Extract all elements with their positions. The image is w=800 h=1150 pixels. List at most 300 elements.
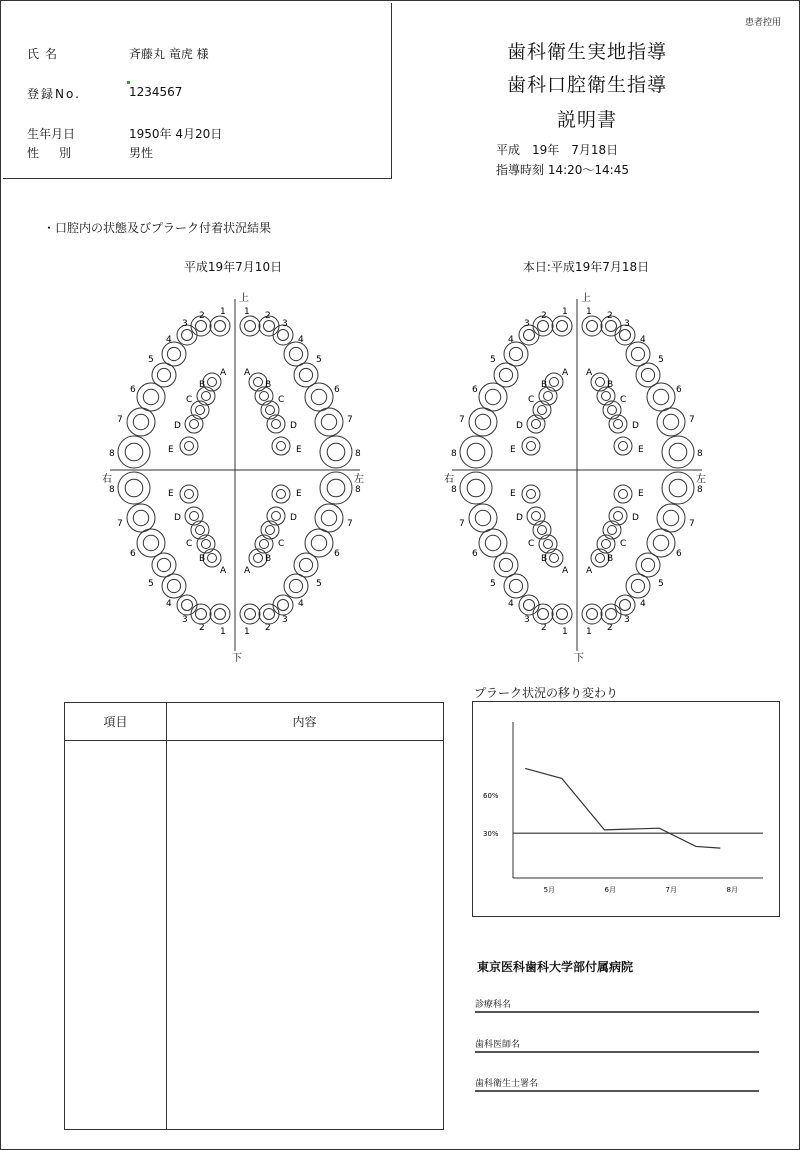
primary-tooth-label: E [168,445,174,455]
dental-diagram [444,291,706,664]
tooth-inner [167,579,180,592]
tooth-outer [315,504,343,532]
primary-tooth-inner [202,392,211,401]
primary-tooth-inner [538,526,547,535]
tooth-inner [321,510,336,525]
tooth-number: 6 [472,385,478,395]
tooth-inner [557,609,568,620]
tooth-outer [662,472,694,504]
primary-tooth-label: A [562,368,569,378]
registration-number: 1234567 [129,85,183,99]
tooth-outer [320,436,352,468]
primary-tooth-label: A [586,566,593,576]
primary-tooth-label: D [516,513,523,523]
tooth-inner [606,609,617,620]
tooth-number: 8 [109,485,115,495]
tooth-outer [460,472,492,504]
tooth-number: 4 [298,599,304,609]
department-line [475,997,759,1013]
primary-tooth-inner [538,406,547,415]
primary-tooth-label: D [632,513,639,523]
primary-tooth-label: E [510,445,516,455]
tooth-number: 2 [199,623,205,633]
tooth-number: 2 [265,623,271,633]
primary-tooth-outer [185,507,203,525]
tooth-inner [620,600,631,611]
tooth-number: 1 [220,307,226,317]
tooth-number: 3 [182,615,188,625]
primary-tooth-label: B [199,380,206,390]
tooth-number: 3 [624,319,630,329]
tooth-inner [289,347,302,360]
tooth-number: 6 [472,549,478,559]
primary-tooth-inner [527,490,536,499]
primary-tooth-label: B [199,554,206,564]
primary-tooth-inner [532,512,541,521]
primary-tooth-inner [277,490,286,499]
hygienist-line [475,1076,759,1092]
tooth-inner [182,330,193,341]
primary-tooth-outer [267,415,285,433]
primary-tooth-outer [522,437,540,455]
tooth-outer [601,604,621,624]
primary-tooth-inner [544,540,553,549]
tooth-inner [524,330,535,341]
label-down: 下 [232,653,242,664]
primary-tooth-inner [196,406,205,415]
tooth-outer [210,604,230,624]
tooth-number: 3 [282,319,288,329]
primary-tooth-inner [254,378,263,387]
label-up: 上 [581,293,591,304]
primary-tooth-label: C [278,539,285,549]
tooth-outer [469,504,497,532]
tooth-outer [284,574,308,598]
tooth-inner [157,368,170,381]
department-label: 診療科名 [475,1000,512,1010]
plaque-chart [473,702,779,916]
tooth-outer [127,408,155,436]
tooth-number: 7 [347,519,353,529]
tooth-number: 6 [334,549,340,559]
tooth-number: 3 [182,319,188,329]
tooth-inner [215,321,226,332]
sex-value: 男性 [129,146,154,160]
birth-date: 1950年 4月20日 [129,127,223,141]
primary-tooth-outer [614,437,632,455]
primary-tooth-outer [261,521,279,539]
corner-label: 患者控用 [744,18,781,28]
tooth-number: 4 [298,335,304,345]
tooth-inner [485,389,500,404]
label-left-side: 左 [696,474,706,485]
tooth-inner [663,414,678,429]
tooth-outer [284,342,308,366]
label-down: 下 [574,653,584,664]
tooth-number: 3 [282,615,288,625]
tooth-inner [311,389,326,404]
patient-name: 斉藤丸 竜虎 様 [129,47,209,61]
primary-tooth-inner [544,392,553,401]
primary-tooth-label: C [620,395,627,405]
primary-tooth-outer [191,521,209,539]
tooth-number: 2 [607,623,613,633]
label-up: 上 [239,293,249,304]
tooth-number: 3 [624,615,630,625]
tooth-number: 8 [109,449,115,459]
tooth-number: 4 [166,599,172,609]
tooth-inner [641,558,654,571]
tooth-inner [125,479,143,497]
tooth-inner [669,443,687,461]
primary-tooth-outer [272,485,290,503]
primary-tooth-outer [272,437,290,455]
tooth-outer [118,472,150,504]
primary-tooth-label: B [265,554,272,564]
tooth-number: 4 [508,599,514,609]
tooth-inner [557,321,568,332]
tooth-number: 2 [541,623,547,633]
plaque-series-line [525,768,720,848]
tooth-outer [177,595,197,615]
primary-tooth-inner [190,420,199,429]
tooth-inner [327,479,345,497]
x-tick-label: 5月 [543,886,556,894]
tooth-inner [196,321,207,332]
tooth-inner [289,579,302,592]
tooth-inner [631,347,644,360]
tooth-number: 2 [265,311,271,321]
tooth-outer [647,383,675,411]
guidance-time: 指導時刻 14:20～14:45 [496,163,629,177]
label-right-side: 右 [102,474,112,485]
tooth-outer [259,604,279,624]
tooth-outer [210,316,230,336]
primary-tooth-label: D [290,513,297,523]
tooth-number: 4 [640,335,646,345]
tooth-number: 6 [130,385,136,395]
title-line-3: 説明書 [556,109,617,131]
header-divider [65,740,443,741]
notes-table [64,702,444,1130]
tooth-number: 1 [220,627,226,637]
tooth-inner [475,414,490,429]
tooth-outer [273,595,293,615]
primary-tooth-outer [197,535,215,553]
primary-tooth-inner [550,378,559,387]
label-left-side: 左 [354,474,364,485]
tooth-number: 7 [117,519,123,529]
primary-tooth-inner [277,442,286,451]
tooth-number: 8 [451,449,457,459]
primary-tooth-inner [185,490,194,499]
primary-tooth-outer [527,507,545,525]
tooth-outer [615,595,635,615]
primary-tooth-inner [608,406,617,415]
primary-tooth-outer [614,485,632,503]
primary-tooth-label: A [244,566,251,576]
primary-tooth-outer [527,415,545,433]
primary-tooth-label: B [607,554,614,564]
tooth-inner [467,479,485,497]
tooth-outer [320,472,352,504]
title-line-1: 歯科衛生実地指導 [506,41,667,63]
tooth-inner [653,535,668,550]
tooth-outer [305,529,333,557]
tooth-outer [647,529,675,557]
chart-title: プラーク状況の移り変わり [474,686,619,700]
title-line-2: 歯科口腔衛生指導 [506,74,667,96]
tooth-number: 2 [607,311,613,321]
column-divider [166,703,167,1129]
primary-tooth-inner [202,540,211,549]
registration-label: 登録No. [27,87,81,101]
tooth-inner [509,347,522,360]
tooth-inner [467,443,485,461]
tooth-inner [299,368,312,381]
tooth-outer [582,604,602,624]
tooth-number: 1 [562,627,568,637]
tooth-outer [552,316,572,336]
primary-tooth-label: E [638,445,644,455]
primary-tooth-inner [260,540,269,549]
tooth-inner [133,414,148,429]
tooth-inner [196,609,207,620]
tooth-inner [475,510,490,525]
tooth-number: 5 [148,579,154,589]
tooth-number: 3 [524,615,530,625]
x-tick-label: 8月 [726,886,738,894]
primary-tooth-outer [203,549,221,567]
tooth-inner [499,368,512,381]
tooth-number: 6 [334,385,340,395]
tooth-inner [641,368,654,381]
birth-label: 生年月日 [27,127,76,141]
primary-tooth-outer [203,373,221,391]
primary-tooth-label: D [516,421,523,431]
tooth-outer [479,383,507,411]
primary-tooth-inner [596,554,605,563]
tooth-outer [582,316,602,336]
tooth-inner [485,535,500,550]
primary-tooth-outer [185,415,203,433]
tooth-inner [245,609,256,620]
tooth-number: 5 [658,355,664,365]
tooth-inner [669,479,687,497]
tooth-outer [305,383,333,411]
dentist-line [475,1037,759,1053]
tooth-number: 1 [244,627,250,637]
tooth-number: 5 [490,355,496,365]
tooth-number: 8 [451,485,457,495]
column-header-content: 内容 [292,715,317,729]
tooth-outer [240,316,260,336]
primary-tooth-label: B [607,380,614,390]
tooth-outer [504,342,528,366]
primary-tooth-label: E [638,489,644,499]
tooth-outer [479,529,507,557]
primary-tooth-inner [619,490,628,499]
dental-diagram [102,291,364,664]
tooth-inner [653,389,668,404]
tooth-number: 1 [244,307,250,317]
tooth-inner [606,321,617,332]
primary-tooth-outer [533,401,551,419]
tooth-inner [499,558,512,571]
primary-tooth-outer [603,521,621,539]
tooth-outer [118,436,150,468]
tooth-inner [245,321,256,332]
primary-tooth-outer [191,401,209,419]
tooth-number: 5 [148,355,154,365]
tooth-number: 2 [199,311,205,321]
y-tick-label: 30% [483,830,499,839]
left-diagram-title: 平成19年7月10日 [183,260,283,274]
hygienist-label: 歯科衛生士署名 [475,1079,539,1089]
primary-tooth-label: E [296,445,302,455]
tooth-number: 1 [586,307,592,317]
primary-tooth-inner [254,554,263,563]
primary-tooth-inner [272,512,281,521]
tooth-outer [162,574,186,598]
tooth-outer [191,604,211,624]
tooth-inner [321,414,336,429]
sex-label: 性別 [27,146,92,160]
primary-tooth-inner [608,526,617,535]
x-tick-label: 7月 [665,886,678,894]
primary-tooth-label: D [290,421,297,431]
tooth-number: 7 [689,519,695,529]
tooth-inner [278,600,289,611]
tooth-number: 5 [316,579,322,589]
guidance-date: 平成 19年 7月18日 [496,143,619,157]
primary-tooth-inner [208,378,217,387]
tooth-outer [127,504,155,532]
primary-tooth-inner [266,406,275,415]
label-right-side: 右 [444,474,454,485]
tooth-number: 7 [117,415,123,425]
primary-tooth-outer [597,535,615,553]
tooth-inner [299,558,312,571]
primary-tooth-outer [603,401,621,419]
primary-tooth-inner [532,420,541,429]
primary-tooth-outer [261,401,279,419]
tooth-number: 8 [355,449,361,459]
primary-tooth-label: B [541,554,548,564]
tooth-inner [587,321,598,332]
tooth-number: 6 [676,549,682,559]
tooth-inner [182,600,193,611]
primary-tooth-outer [539,535,557,553]
primary-tooth-label: A [244,368,251,378]
primary-tooth-outer [609,415,627,433]
primary-tooth-outer [545,549,563,567]
primary-tooth-inner [550,554,559,563]
dentist-label: 歯科医師名 [475,1040,521,1050]
tooth-outer [533,604,553,624]
tooth-inner [157,558,170,571]
tooth-inner [587,609,598,620]
primary-tooth-inner [208,554,217,563]
primary-tooth-outer [255,535,273,553]
primary-tooth-label: C [528,539,535,549]
tooth-outer [626,342,650,366]
tooth-outer [657,408,685,436]
primary-tooth-outer [522,485,540,503]
primary-tooth-label: D [174,513,181,523]
tooth-inner [167,347,180,360]
primary-tooth-outer [609,507,627,525]
tooth-inner [215,609,226,620]
primary-tooth-label: C [278,395,285,405]
tooth-number: 7 [689,415,695,425]
tooth-number: 8 [697,485,703,495]
primary-tooth-label: E [296,489,302,499]
primary-tooth-label: C [186,395,193,405]
primary-tooth-label: A [220,368,227,378]
x-tick-label: 6月 [604,886,617,894]
primary-tooth-label: B [541,380,548,390]
primary-tooth-label: C [186,539,193,549]
tooth-inner [264,609,275,620]
primary-tooth-inner [266,526,275,535]
tooth-inner [631,579,644,592]
tooth-inner [264,321,275,332]
tooth-outer [552,604,572,624]
primary-tooth-outer [545,373,563,391]
primary-tooth-label: A [586,368,593,378]
primary-tooth-label: C [528,395,535,405]
tooth-inner [524,600,535,611]
primary-tooth-inner [614,512,623,521]
tooth-outer [315,408,343,436]
tooth-inner [133,510,148,525]
primary-tooth-label: A [562,566,569,576]
tooth-outer [626,574,650,598]
tooth-number: 6 [130,549,136,559]
primary-tooth-inner [190,512,199,521]
tooth-outer [240,604,260,624]
primary-tooth-inner [614,420,623,429]
tooth-number: 7 [459,415,465,425]
tooth-outer [460,436,492,468]
column-header-item: 項目 [103,715,128,729]
tooth-number: 7 [347,415,353,425]
tooth-number: 4 [508,335,514,345]
tooth-number: 6 [676,385,682,395]
tooth-inner [143,535,158,550]
tooth-outer [162,342,186,366]
tooth-number: 8 [355,485,361,495]
tooth-inner [311,535,326,550]
tooth-number: 7 [459,519,465,529]
primary-tooth-label: A [220,566,227,576]
tooth-inner [620,330,631,341]
tooth-outer [657,504,685,532]
tooth-number: 1 [562,307,568,317]
primary-tooth-inner [185,442,194,451]
name-label: 氏名 [27,47,64,61]
tooth-inner [125,443,143,461]
tooth-inner [663,510,678,525]
primary-tooth-inner [602,392,611,401]
primary-tooth-label: D [174,421,181,431]
primary-tooth-inner [619,442,628,451]
y-tick-label: 60% [483,792,499,800]
tooth-number: 4 [640,599,646,609]
primary-tooth-inner [272,420,281,429]
primary-tooth-inner [527,442,536,451]
